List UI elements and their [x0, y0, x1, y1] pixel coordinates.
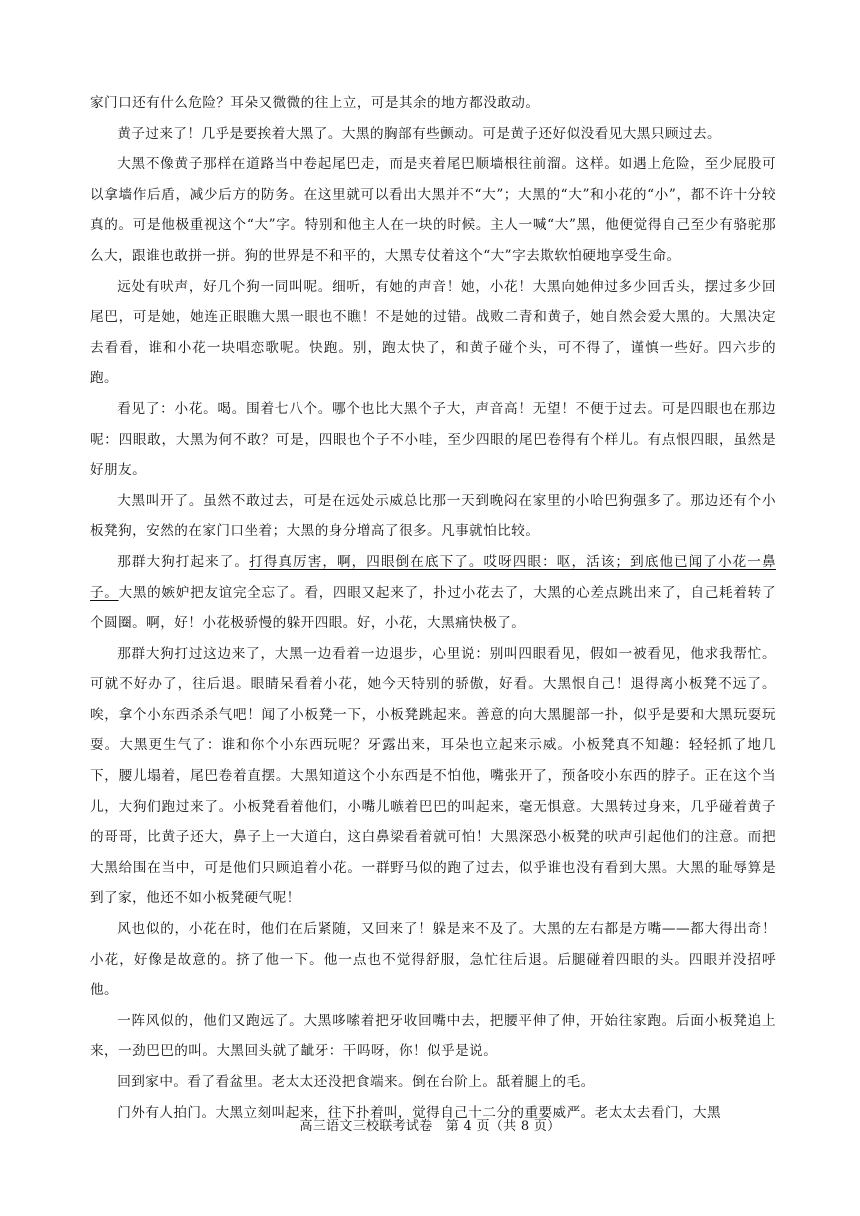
page-footer: 高三语文三校联考试卷 第 4 页（共 8 页）	[299, 1119, 561, 1134]
paragraph-3: 大黑不像黄子那样在道路当中卷起尾巴走，而是夹着尾巴顺墙根往前溜。这样。如遇上危险，至少屁股可以拿墙作后盾，减少后方的防务。在这里就可以看出大黑并不“大”；大黑的“大”和小花的“小”，都不许十分较真的。可是他极重视这个“大”字。特别和他主人在一块的时候。主人一喊“大”黑，他便觉得自己至少有骆驼那么大，跟谁也敢拼一拼。狗的世界是不和平的，大黑专仗着这个“大”字去欺软怕硬地享受生命。	[90, 156, 776, 264]
paragraph-2: 黄子过来了！几乎是要挨着大黑了。大黑的胸部有些颤动。可是黄子还好似没看见大黑只顾过去。	[117, 125, 722, 142]
passage-body	[90, 88, 776, 1128]
underlined-sentence: 打得真厉害，啊，四眼倒在底下了。哎呀四眼：呕，活该；到底他已闻了小花一鼻子。	[90, 553, 776, 601]
paragraph-7-lead: 那群大狗打起来了。	[117, 553, 250, 570]
paragraph-5: 看见了：小花。喝。围着七八个。哪个也比大黑个子大，声音高！无望！不便于过去。可是四眼也在那边呢：四眼敢，大黑为何不敢？可是，四眼也个子不小哇，至少四眼的尾巴卷得有个样儿。有点恨四眼，虽然是好朋友。	[90, 400, 776, 479]
paragraph-10: 一阵风似的，他们又跑远了。大黑哆嗦着把牙收回嘴中去，把腰平伸了伸，开始往家跑。后面小板凳追上来，一劲巴巴的叫。大黑回头就了龇牙：干吗呀，你！似乎是说。	[90, 1012, 776, 1060]
paragraph-1: 家门口还有什么危险？耳朵又微微的往上立，可是其余的地方都没敢动。	[90, 95, 540, 111]
paragraph-11: 回到家中。看了看盆里。老太太还没把食端来。倒在台阶上。舐着腿上的毛。	[117, 1074, 595, 1090]
paragraph-4: 远处有吠声，好几个狗一同叫呢。细听，有她的声音！她，小花！大黑向她伸过多少回舌头，摆过多少回尾巴，可是她，她连正眼瞧大黑一眼也不瞧！不是她的过错。战败二青和黄子，她自然会爱大黑的。大黑决定去看看，谁和小花一块唱恋歌呢。快跑。别，跑太快了，和黄子碰个头，可不得了，谨慎一些好。四六步的跑。	[90, 278, 776, 387]
paragraph-8: 那群大狗打过这边来了，大黑一边看着一边退步，心里说：别叫四眼看见，假如一被看见，他求我帮忙。可就不好办了，往后退。眼睛呆看着小花，她今天特别的骄傲，好看。大黑恨自己！退得离小板凳不远了。唉，拿个小东西杀杀气吧！闻了小板凳一下，小板凳跳起来。善意的向大黑腿部一扑，似乎是要和大黑玩耍玩耍。大黑更生气了：谁和你个小东西玩呢？牙露出来，耳朵也立起来示威。小板凳真不知趣：轻轻抓了地几下，腰儿塌着，尾巴卷着直摆。大黑知道这个小东西是不怕他，嘴张开了，预备咬小东西的脖子。正在这个当儿，大狗们跑过来了。小板凳看着他们，小嘴儿嗾着巴巴的叫起来，毫无惧意。大黑转过身来，几乎碰着黄子的哥哥，比黄子还大，鼻子上一大道白，这白鼻梁看着就可怕！大黑深恐小板凳的吠声引起他们的注意。而把大黑给围在当中，可是他们只顾追着小花。一群野马似的跑了过去，似乎谁也没有看到大黑。大黑的耻辱算是到了家，他还不如小板凳硬气呢！	[90, 645, 776, 907]
paragraph-7	[90, 547, 776, 639]
paragraph-12: 门外有人拍门。大黑立刻叫起来，往下扑着叫，觉得自己十二分的重要威严。老太太去看门，大黑	[117, 1104, 722, 1121]
paragraph-6: 大黑叫开了。虽然不敢过去，可是在远处示威总比那一天到晚闷在家里的小哈巴狗强多了。那边还有个小板凳狗，安然的在家门口坐着；大黑的身分增高了很多。凡事就怕比较。	[90, 492, 776, 540]
paragraph-7-rest: 大黑的嫉妒把友谊完全忘了。看，四眼又起来了，扑过小花去了，大黑的心差点跳出来了，自己耗着转了个圆圈。啊，好！小花极骄慢的躲开四眼。好，小花，大黑痛快极了。	[90, 584, 776, 632]
paragraph-9: 风也似的，小花在时，他们在后紧随，又回来了！躲是来不及了。大黑的左右都是方嘴——都大得出奇！小花，好像是故意的。挤了他一下。他一点也不觉得舒服，急忙往后退。后腿碰着四眼的头。四眼并没招呼他。	[90, 921, 776, 999]
